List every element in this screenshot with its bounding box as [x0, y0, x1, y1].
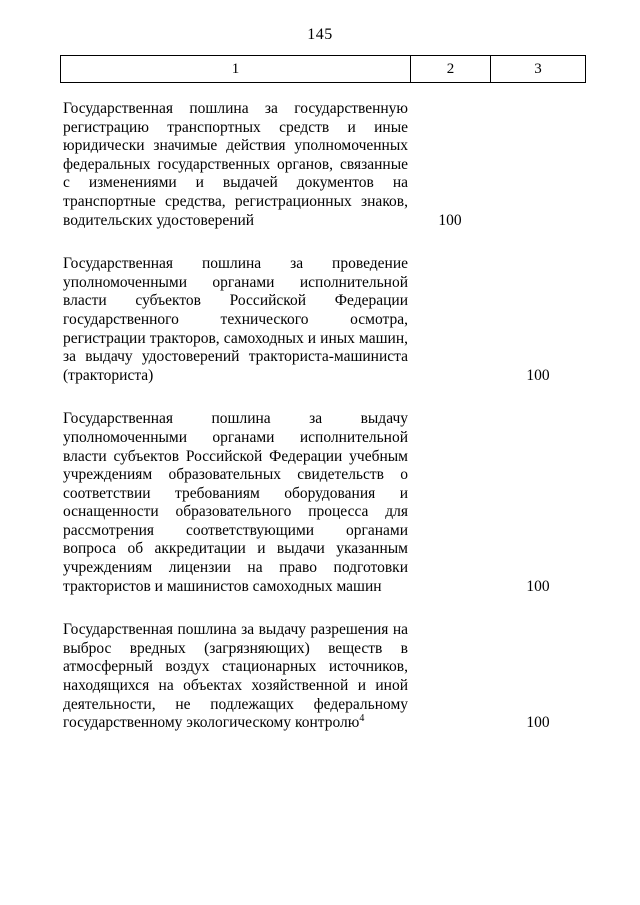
table-body — [60, 100, 586, 758]
fee-description — [60, 100, 410, 230]
table-row — [60, 410, 586, 596]
table-continuation-header — [60, 55, 586, 83]
fee-description — [60, 255, 410, 385]
table-row — [60, 100, 586, 230]
fee-description — [60, 410, 410, 596]
header-cell-3: 3 — [534, 60, 542, 77]
fee-description-text: Государственная пошлина за государственную регистрацию транспортных средств и иные юридически значимые действия уполномоченных федеральных государственных органов, связанные с изменениями и выдачей документов на транспортные средства, регистрационных знаков, водительских удостоверений — [63, 100, 408, 229]
fee-rate-col3: 100 — [526, 366, 550, 384]
table-row — [60, 621, 586, 733]
fee-rate-col3: 100 — [526, 577, 550, 595]
page-number: 145 — [307, 26, 333, 43]
fee-description-text: Государственная пошлина за проведение уполномоченными органами исполнительной власти субъектов Российской Федерации государственного технического осмотра, регистрации тракторов, самоходных и иных машин, за выдачу удостоверений тракториста-машиниста (тракториста) — [63, 255, 408, 384]
header-cell-2: 2 — [411, 56, 491, 82]
fee-description-text: Государственная пошлина за выдачу разрешения на выброс вредных (загрязняющих) веществ в атмосферный воздух стационарных источников, находящихся на объектах хозяйственной и иной деятельности, не подлежащих федеральному государственному экологическому контролю — [63, 621, 408, 732]
fee-description-text: Государственная пошлина за выдачу уполномоченными органами исполнительной власти субъектов Российской Федерации учебным учреждениям образовательных свидетельств о соответствии требованиям оборудования и оснащенности образовательного процесса для рассмотрения соответствующими органами вопроса об аккредитации и выдачи указанным учреждениям лицензии на право подготовки трактористов и машинистов самоходных машин — [63, 410, 408, 595]
table-row — [60, 255, 586, 385]
header-cell-1: 1 — [61, 56, 411, 82]
footnote-ref: 4 — [359, 713, 365, 725]
fee-description — [60, 621, 410, 733]
fee-rate-col2: 100 — [438, 211, 462, 229]
fee-rate-col3: 100 — [526, 714, 550, 732]
